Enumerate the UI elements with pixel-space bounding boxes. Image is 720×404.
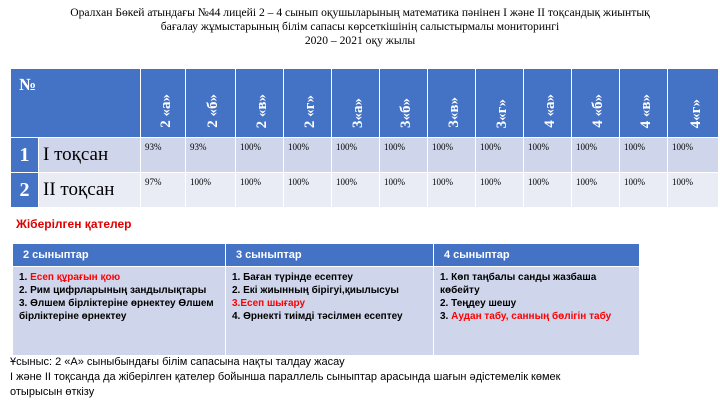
page-title (0, 6, 720, 48)
table-cell: 100% (332, 173, 380, 208)
table-cell: 100% (186, 173, 236, 208)
results-table (10, 68, 719, 208)
table-cell: 100% (476, 173, 524, 208)
table-cell: 100% (380, 173, 428, 208)
errors-header-row (13, 244, 640, 267)
grade2-header: 2 сыныптар (13, 244, 226, 267)
table-cell: 100% (620, 173, 668, 208)
title-line-2: бағалау жұмыстарының білім сапасы көрсеткішінің салыстырмалы мониторингі (160, 20, 560, 33)
recommendation-line-2: І және ІІ тоқсанда да жіберілген қателер бойынша параллель сыныптар арасында шағын әдістемелік көмек (10, 371, 561, 383)
class-header: 4«г» (668, 69, 719, 138)
number-header: № (11, 69, 141, 138)
errors-table (12, 243, 640, 356)
row-index: 1 (11, 138, 39, 173)
row-label: ІІ тоқсан (39, 173, 141, 208)
list-item: 2. Теңдеу шешу (440, 298, 517, 309)
table-cell: 93% (186, 138, 236, 173)
grade2-errors (13, 267, 226, 356)
class-header: 4 «а» (524, 69, 572, 138)
grade4-errors (434, 267, 640, 356)
recommendation (10, 355, 710, 400)
list-item: 2. Екі жиынның бірігуі,қиылысуы (232, 285, 399, 296)
table-row (11, 138, 719, 173)
list-item: 1. Есеп құрағын қою (19, 272, 121, 283)
recommendation-line-3: отырысын өткізу (10, 386, 95, 398)
recommendation-line-1: Ұсыныс: 2 «А» сыныбындағы білім сапасына нақты талдау жасау (10, 356, 345, 368)
table-cell: 100% (668, 173, 719, 208)
title-line-3: 2020 – 2021 оқу жылы (304, 34, 416, 47)
table-cell: 100% (620, 138, 668, 173)
table-cell: 100% (572, 138, 620, 173)
list-item: 3. Өлшем бірліктеріне өрнектеу Өлшем бірліктеріне өрнектеу (19, 298, 214, 322)
title-line-1: Оралхан Бөкей атындағы №44 лицейі 2 – 4 сынып оқушыларының математика пәнінен І және ІІ тоқсандық жиынтық (70, 6, 650, 19)
table-cell: 100% (380, 138, 428, 173)
grade4-header: 4 сыныптар (434, 244, 640, 267)
table-cell: 100% (284, 173, 332, 208)
table-cell: 100% (428, 173, 476, 208)
table-cell: 100% (524, 138, 572, 173)
class-header: 3«а» (332, 69, 380, 138)
class-header: 2 «в» (236, 69, 284, 138)
list-item: 4. Өрнекті тиімді тәсілмен есептеу (232, 311, 403, 322)
class-header: 2 «а» (141, 69, 186, 138)
class-header: 3«г» (476, 69, 524, 138)
table-cell: 100% (332, 138, 380, 173)
table-cell: 100% (524, 173, 572, 208)
class-header: 4 «б» (572, 69, 620, 138)
class-header: 3«в» (428, 69, 476, 138)
errors-heading: Жіберілген қателер (16, 217, 132, 231)
table-cell: 100% (428, 138, 476, 173)
table-cell: 93% (141, 138, 186, 173)
table-cell: 97% (141, 173, 186, 208)
list-item: 1. Баған түрінде есептеу (232, 272, 353, 283)
table-row (11, 173, 719, 208)
table-cell: 100% (668, 138, 719, 173)
list-item: 3. Аудан табу, санның бөлігін табу (440, 311, 612, 322)
table-cell: 100% (236, 138, 284, 173)
list-item: 1. Көп таңбалы санды жазбаша көбейту (440, 272, 597, 296)
table-cell: 100% (476, 138, 524, 173)
class-header: 3«б» (380, 69, 428, 138)
table-cell: 100% (284, 138, 332, 173)
class-header: 2 «г» (284, 69, 332, 138)
class-header: 4 «в» (620, 69, 668, 138)
errors-row (13, 267, 640, 356)
list-item: 3.Есеп шығару (232, 298, 306, 309)
row-label: І тоқсан (39, 138, 141, 173)
grade3-errors (226, 267, 434, 356)
row-index: 2 (11, 173, 39, 208)
table-cell: 100% (236, 173, 284, 208)
results-header-row (11, 69, 719, 138)
grade3-header: 3 сыныптар (226, 244, 434, 267)
class-header: 2 «б» (186, 69, 236, 138)
table-cell: 100% (572, 173, 620, 208)
list-item: 2. Рим цифрларының зандылықтары (19, 285, 207, 296)
